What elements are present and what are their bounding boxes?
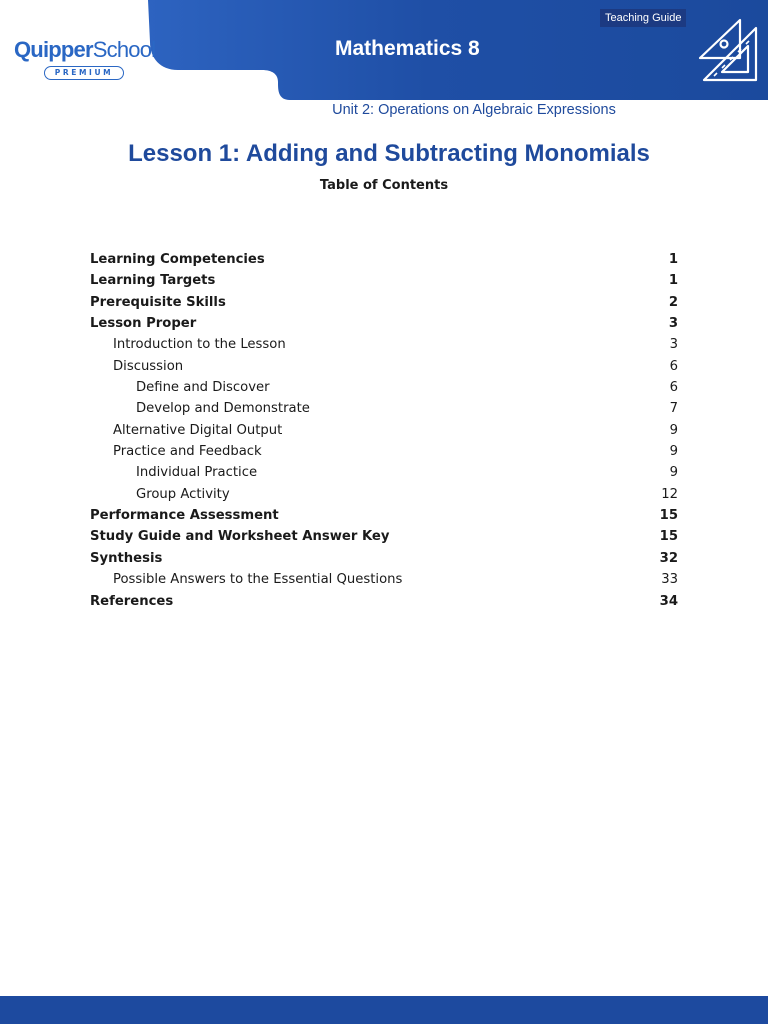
toc-entry-label: Define and Discover — [136, 380, 270, 396]
toc-entry-page: 12 — [661, 486, 678, 502]
logo-wordmark — [14, 38, 155, 62]
toc-entry-page: 34 — [659, 593, 678, 609]
toc-entry-label: Learning Competencies — [90, 252, 265, 267]
toc-entry-page: 6 — [669, 380, 678, 396]
toc-entry[interactable] — [90, 441, 678, 462]
toc-entry[interactable] — [90, 313, 678, 334]
toc-entry-label: Study Guide and Worksheet Answer Key — [90, 529, 390, 545]
table-of-contents — [90, 249, 678, 612]
toc-entry-label: Discussion — [113, 358, 184, 374]
toc-entry[interactable] — [90, 356, 678, 377]
toc-entry-label: Learning Targets — [90, 273, 216, 289]
toc-entry[interactable] — [90, 377, 678, 398]
toc-entry-label: Possible Answers to the Essential Questions — [113, 572, 403, 588]
toc-entry[interactable] — [90, 484, 678, 505]
toc-entry-page: 2 — [668, 294, 678, 310]
toc-entry-label: Prerequisite Skills — [90, 294, 226, 310]
toc-entry-label: Performance Assessment — [90, 508, 279, 524]
toc-entry-label: Introduction to the Lesson — [113, 337, 286, 353]
toc-entry-page: 9 — [669, 422, 678, 438]
toc-entry[interactable] — [90, 270, 678, 291]
subject-title: Mathematics 8 — [335, 37, 480, 60]
toc-entry[interactable] — [90, 548, 678, 569]
toc-entry[interactable] — [90, 505, 678, 526]
toc-entry-page: 1 — [668, 252, 678, 267]
toc-entry-label: Develop and Demonstrate — [136, 401, 310, 417]
toc-entry-page: 15 — [659, 508, 678, 524]
teaching-guide-badge: Teaching Guide — [600, 9, 686, 27]
premium-badge: PREMIUM — [44, 66, 124, 80]
toc-entry-page: 3 — [668, 316, 678, 332]
logo-brand-suffix: School — [92, 37, 156, 62]
toc-entry[interactable] — [90, 420, 678, 441]
unit-title: Unit 2: Operations on Algebraic Expressions — [332, 102, 616, 118]
toc-entry-label: Lesson Proper — [90, 316, 197, 332]
toc-entry-label: Synthesis — [90, 550, 163, 566]
toc-entry-page: 9 — [669, 444, 678, 460]
toc-entry-label: Practice and Feedback — [113, 444, 262, 460]
toc-entry-page: 6 — [669, 358, 678, 374]
toc-entry-page: 3 — [669, 337, 678, 353]
footer-bar — [0, 996, 768, 1024]
toc-entry[interactable] — [90, 249, 678, 270]
toc-entry-page: 1 — [668, 273, 678, 289]
toc-entry[interactable] — [90, 591, 678, 612]
toc-entry-page: 15 — [659, 529, 678, 545]
toc-entry[interactable] — [90, 462, 678, 483]
toc-entry[interactable] — [90, 526, 678, 547]
toc-heading: Table of Contents — [319, 178, 449, 193]
quipper-school-logo — [14, 38, 155, 80]
logo-brand-main: Quipper — [14, 37, 93, 62]
toc-entry-page: 32 — [659, 550, 678, 566]
toc-entry[interactable] — [90, 334, 678, 355]
toc-entry-page: 7 — [669, 401, 678, 417]
toc-entry-label: Group Activity — [136, 486, 230, 502]
toc-entry-label: Alternative Digital Output — [113, 422, 283, 438]
lesson-title: Lesson 1: Adding and Subtracting Monomials — [128, 140, 650, 167]
toc-entry[interactable] — [90, 292, 678, 313]
page-header — [0, 0, 768, 100]
toc-entry-page: 9 — [669, 465, 678, 481]
toc-entry-label: References — [90, 593, 174, 609]
toc-entry[interactable] — [90, 569, 678, 590]
toc-entry-label: Individual Practice — [136, 465, 258, 481]
toc-entry-page: 33 — [661, 572, 678, 588]
ruler-triangle-icon — [696, 16, 760, 82]
toc-entry[interactable] — [90, 398, 678, 419]
